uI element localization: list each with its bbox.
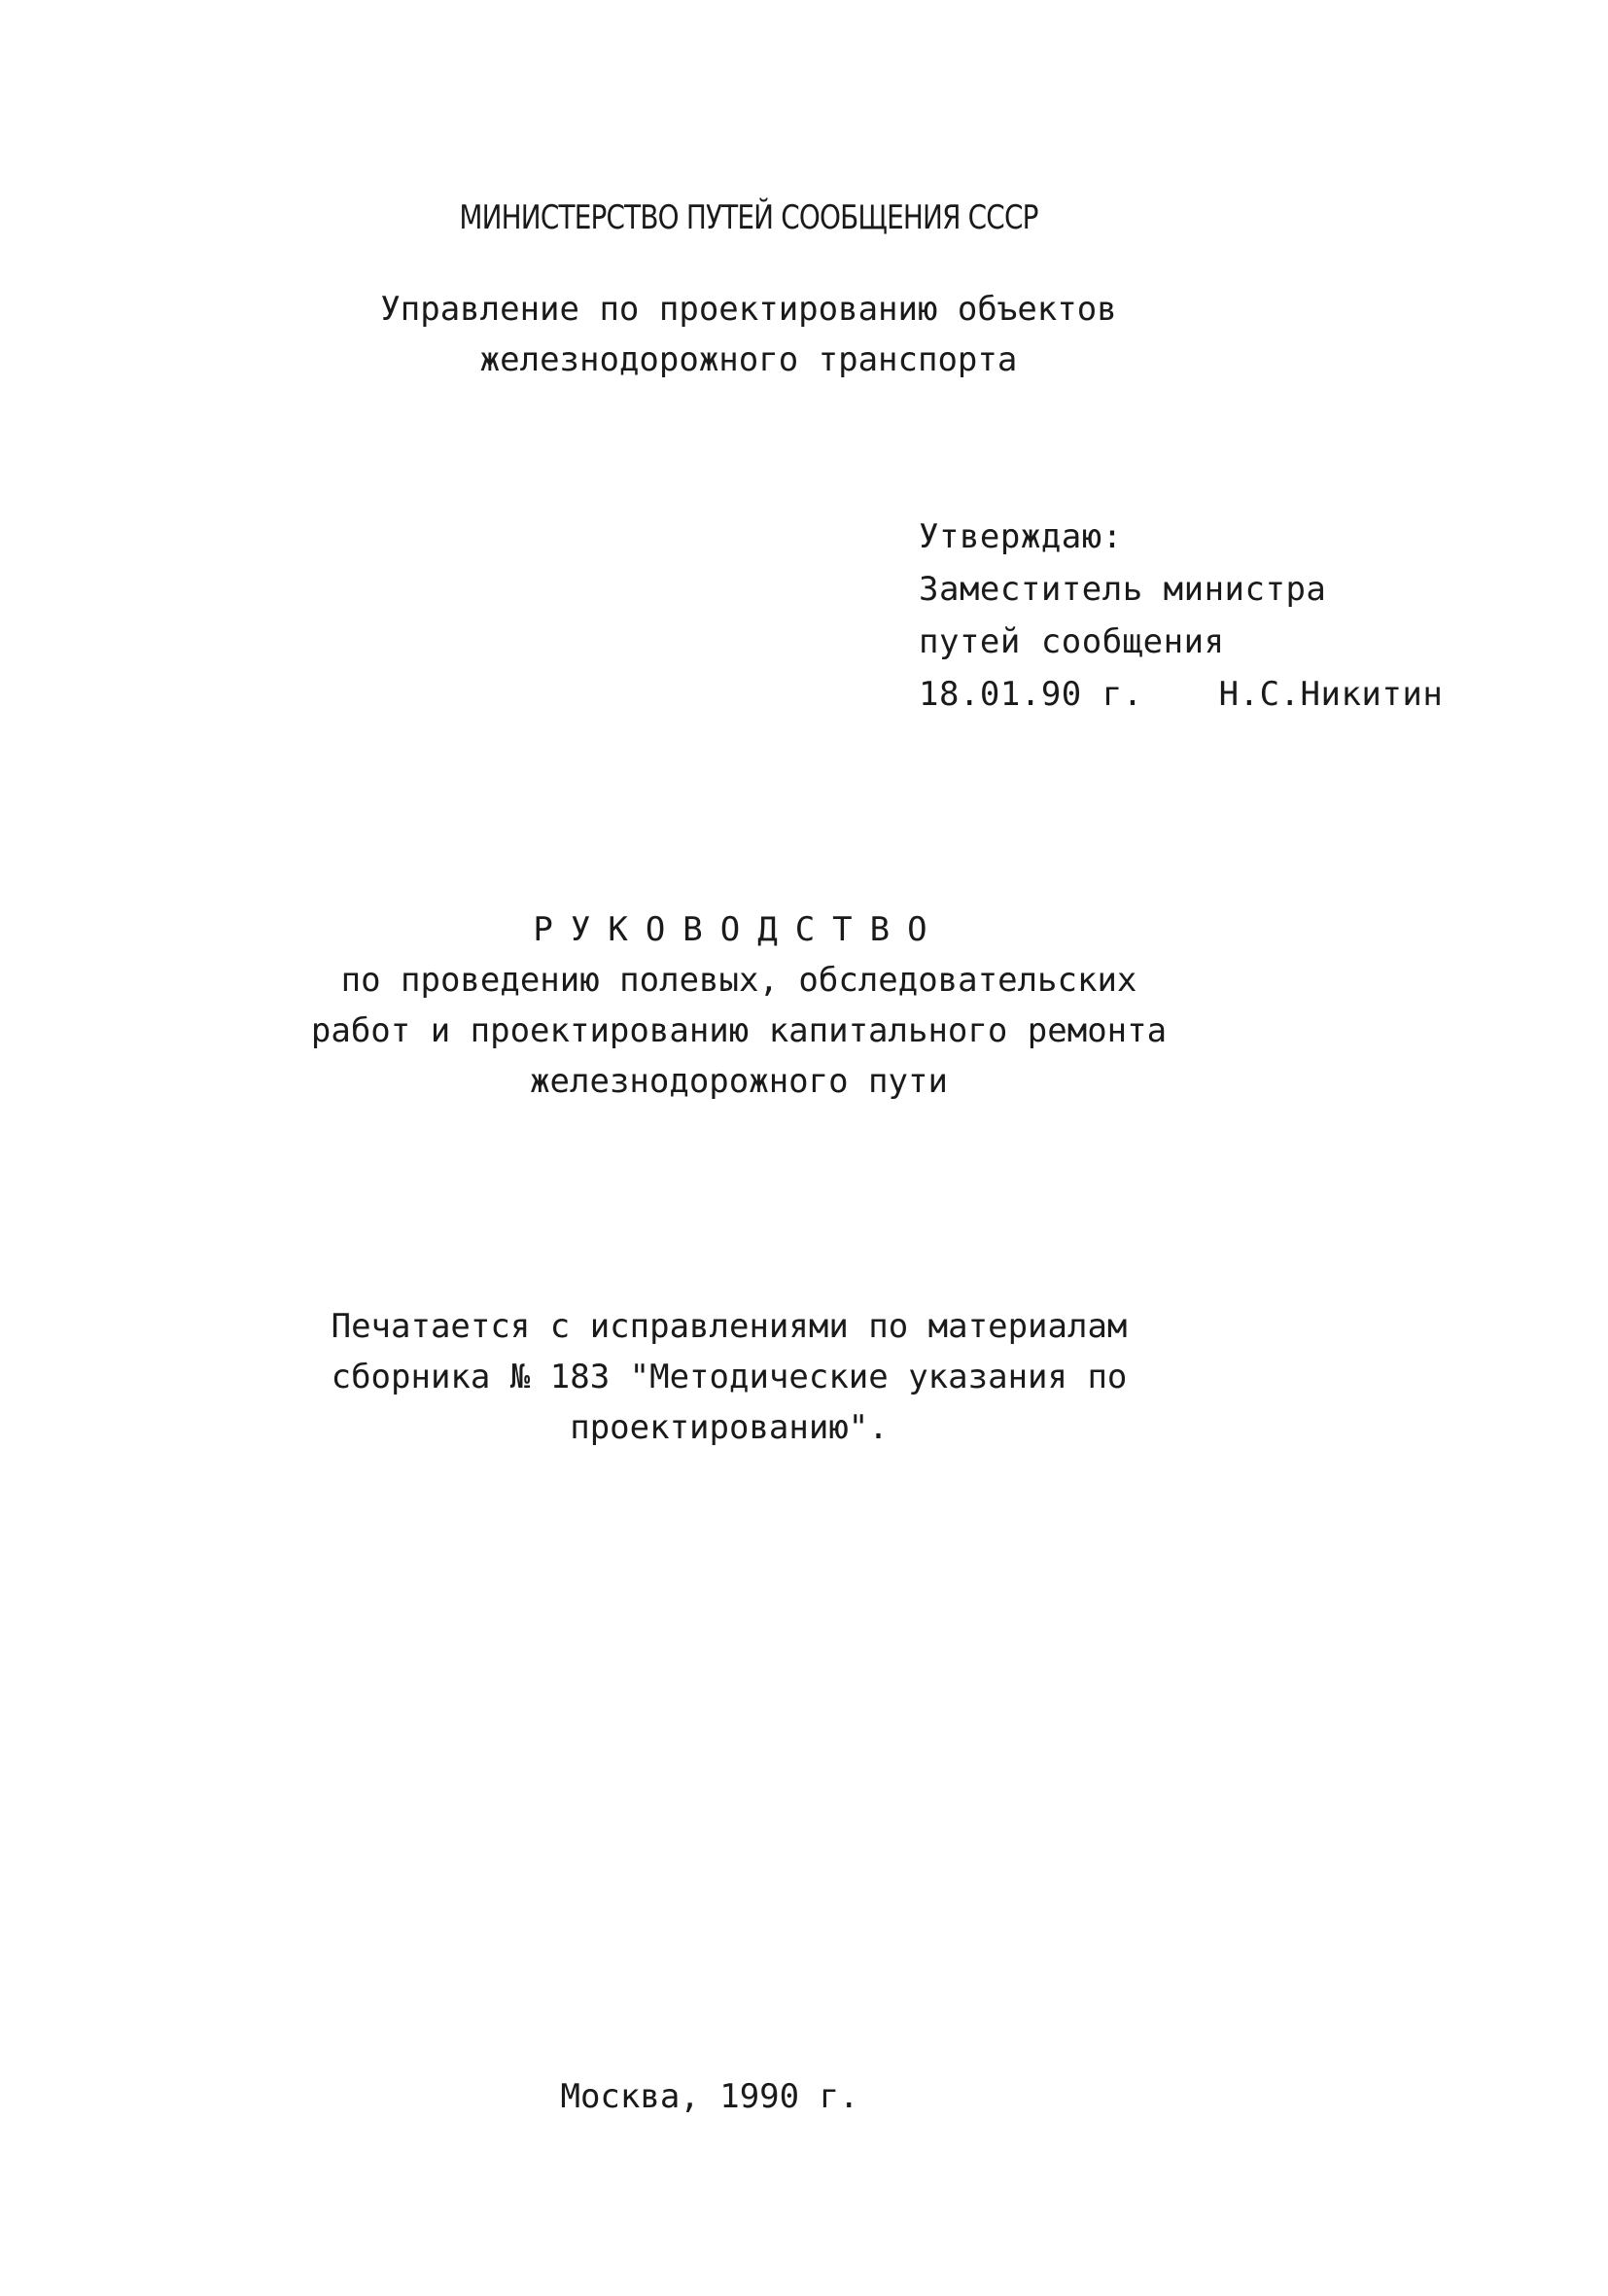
footer-block (418, 2071, 1001, 2122)
subtitle-line-2: работ и проектированию капитального ремонта (310, 1011, 1168, 1050)
title-block (233, 904, 1244, 1107)
approval-block (919, 515, 1521, 716)
approval-signatory: Н.С.Никитин (1218, 675, 1444, 714)
note-line-3: проектированию". (570, 1408, 889, 1447)
ministry-header (292, 193, 1206, 243)
department-block (292, 284, 1206, 385)
ministry-title: МИНИСТЕРСТВО ПУТЕЙ СООБЩЕНИЯ СССР (459, 198, 1038, 237)
approval-line-3: путей сообщения (919, 622, 1225, 661)
subtitle-line-3: железнодорожного пути (530, 1062, 948, 1101)
document-title: РУКОВОДСТВО (533, 910, 945, 949)
approval-date-signatory (919, 673, 1521, 716)
publication-note (224, 1301, 1235, 1453)
department-line-2: железнодорожного транспорта (479, 340, 1018, 379)
approval-date: 18.01.90 г. (919, 675, 1143, 714)
approval-line-1: Утверждаю: (919, 517, 1123, 556)
note-line-2: сборника № 183 "Методические указания по (331, 1358, 1128, 1396)
place-year: Москва, 1990 г. (560, 2077, 859, 2116)
department-line-1: Управление по проектированию объектов (380, 290, 1117, 329)
subtitle-line-1: по проведению полевых, обследовательских (340, 961, 1137, 1000)
approval-line-2: Заместитель министра (919, 570, 1327, 609)
note-line-1: Печатается с исправлениями по материалам (331, 1307, 1128, 1346)
